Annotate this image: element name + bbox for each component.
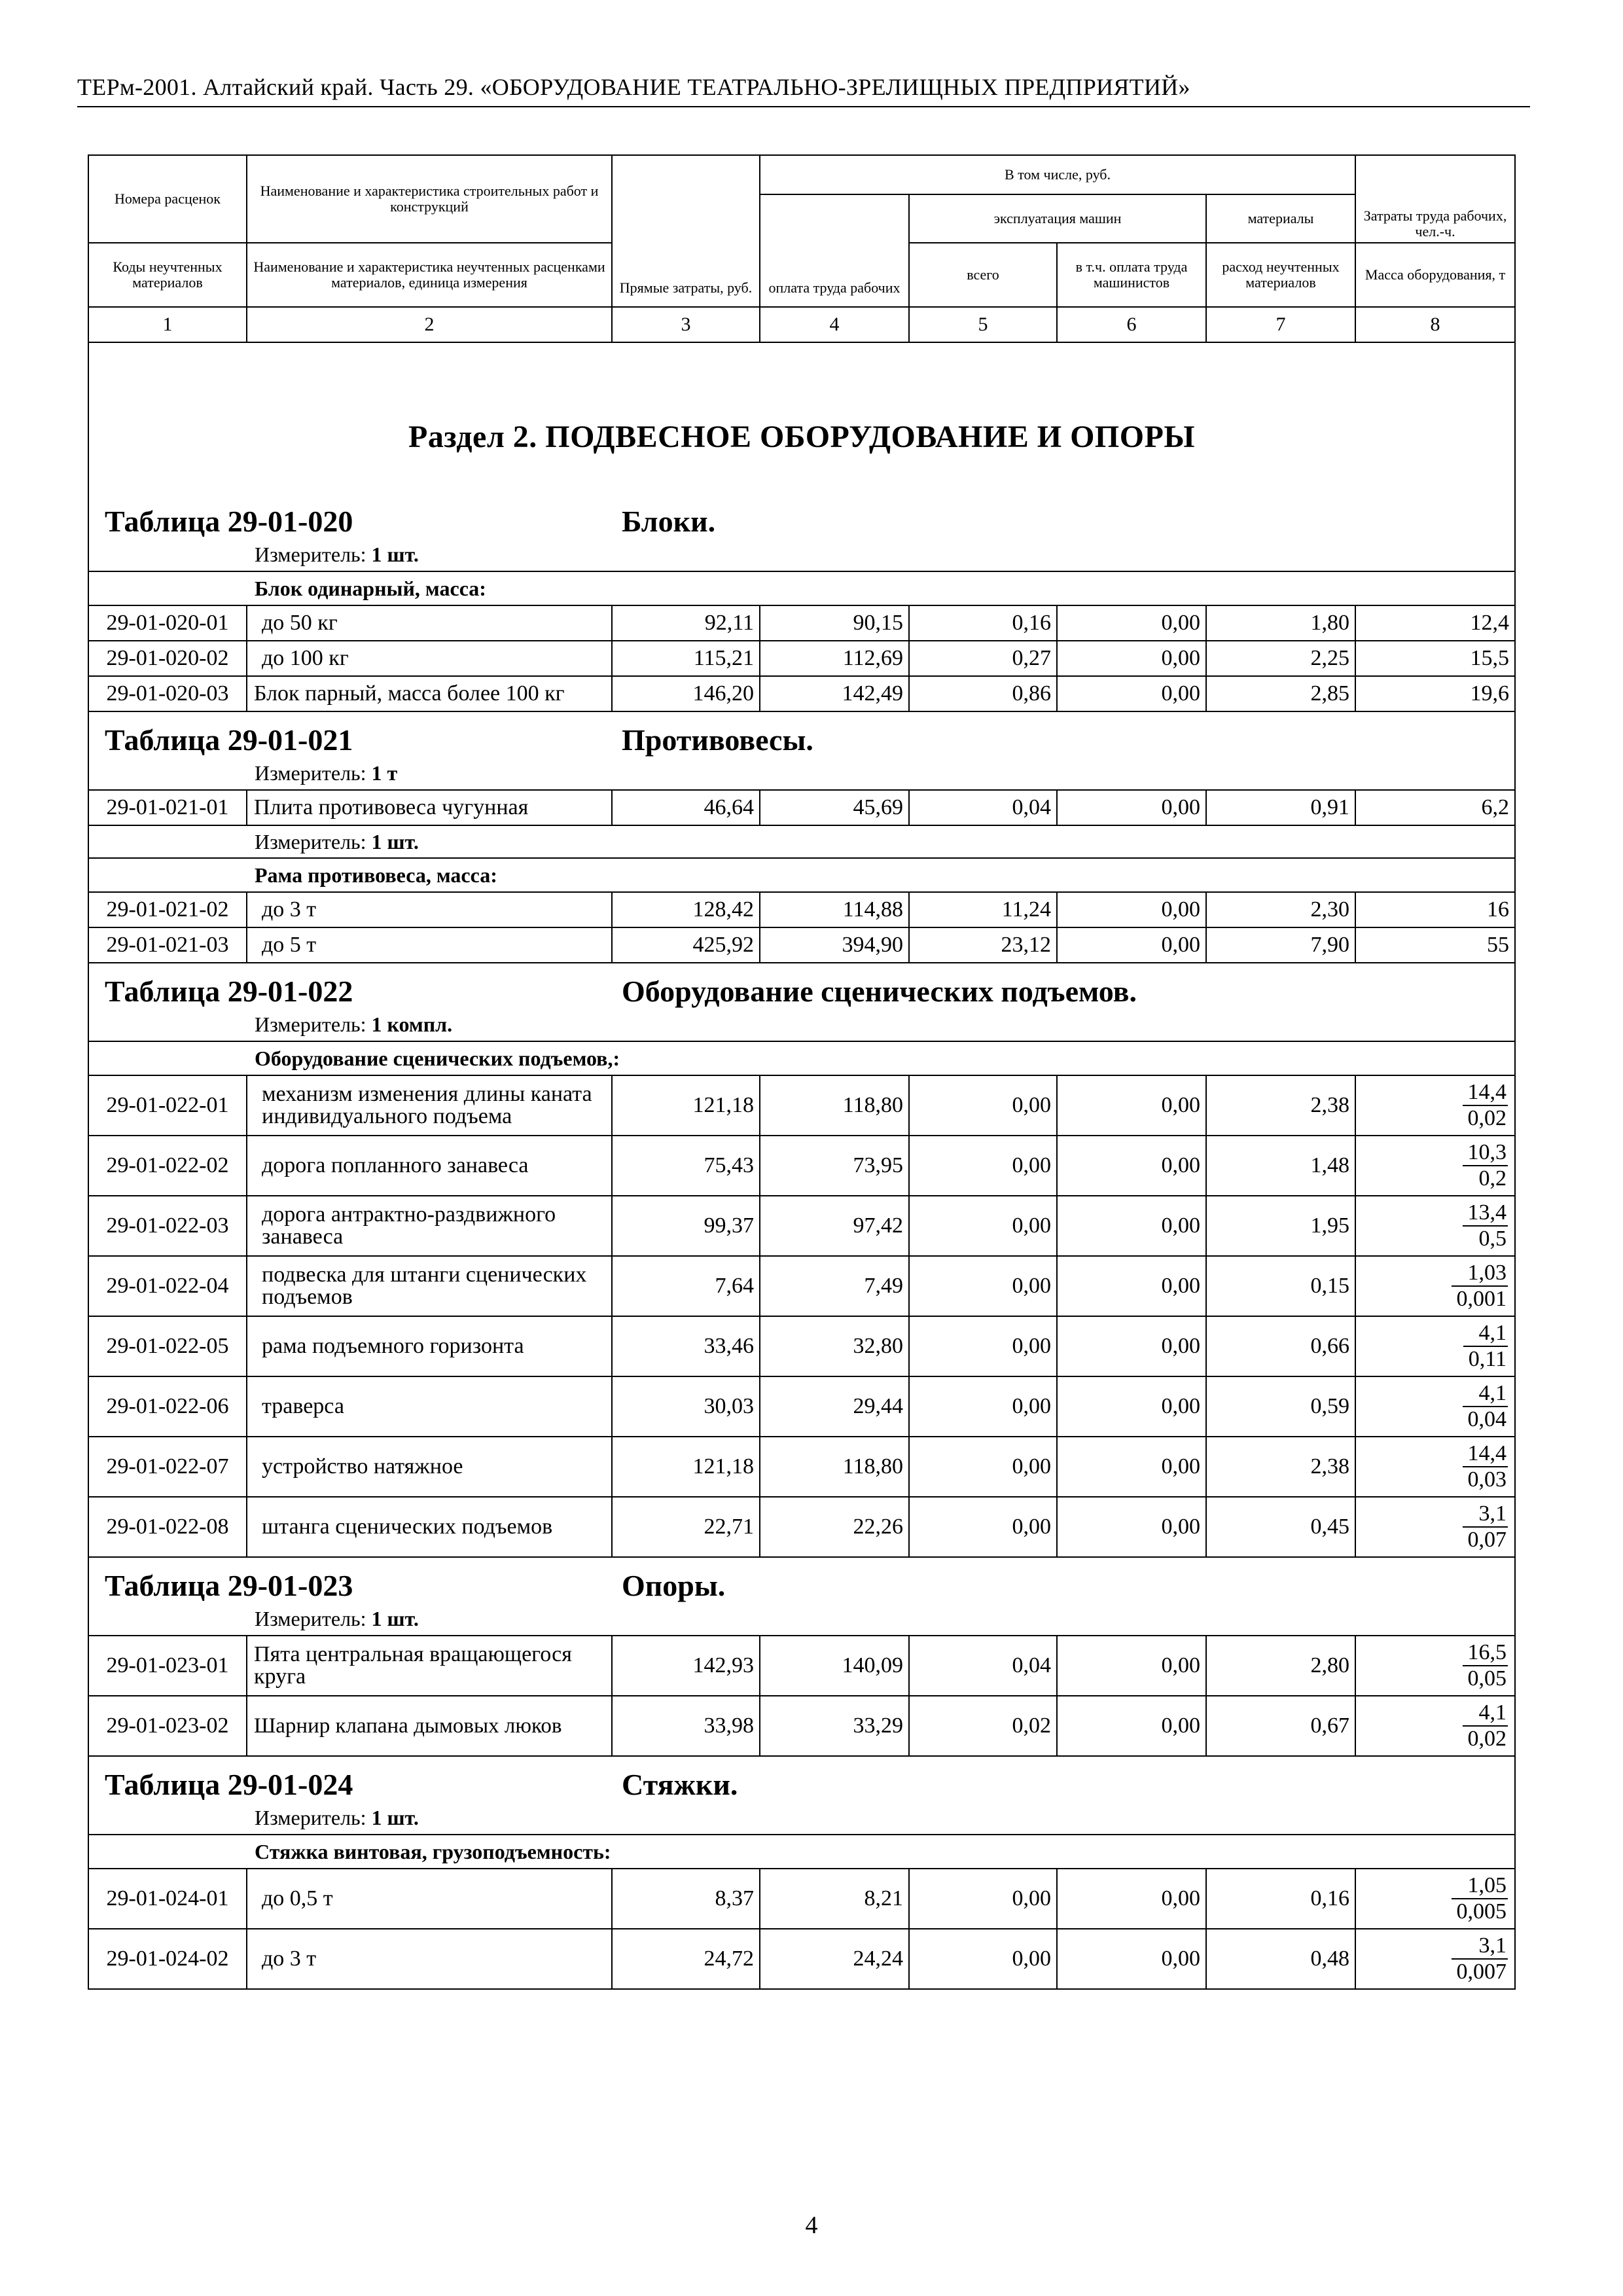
machinist-pay: 0,00 [1057, 1256, 1206, 1316]
direct-costs: 121,18 [612, 1437, 760, 1497]
direct-costs: 22,71 [612, 1497, 760, 1557]
col-header-labor-hours: Затраты труда рабочих, чел.-ч. [1363, 207, 1507, 240]
materials: 0,48 [1206, 1929, 1355, 1989]
table-row [88, 790, 1515, 825]
machines-total: 0,00 [909, 1929, 1057, 1989]
direct-costs: 75,43 [612, 1136, 760, 1196]
equipment-mass: 0,2 [1478, 1166, 1507, 1191]
col-header-machinist-pay: в т.ч. оплата труда машинистов [1057, 243, 1206, 307]
work-name: до 50 кг [247, 605, 612, 641]
col-number: 2 [247, 307, 612, 342]
labor-pay: 32,80 [760, 1316, 909, 1376]
labor-hours: 15,5 [1355, 641, 1515, 676]
direct-costs: 142,93 [612, 1636, 760, 1696]
table-title-row [88, 711, 1515, 757]
machines-total: 0,00 [909, 1869, 1057, 1929]
col-header-name-top: Наименование и характеристика строительных работ и конструкций [247, 155, 612, 243]
machines-total: 0,16 [909, 605, 1057, 641]
direct-costs: 121,18 [612, 1075, 760, 1136]
labor-pay: 394,90 [760, 927, 909, 963]
labor-hours: 14,4 [1463, 1081, 1508, 1106]
col-number: 7 [1206, 307, 1355, 342]
labor-pay: 73,95 [760, 1136, 909, 1196]
labor-hours: 4,1 [1463, 1322, 1508, 1347]
work-name: до 0,5 т [247, 1869, 612, 1929]
direct-costs: 7,64 [612, 1256, 760, 1316]
materials: 2,30 [1206, 892, 1355, 927]
labor-hours: 1,05 [1452, 1874, 1508, 1899]
materials: 1,80 [1206, 605, 1355, 641]
materials: 2,38 [1206, 1075, 1355, 1136]
work-name: Блок парный, масса более 100 кг [247, 676, 612, 711]
table-title [96, 1767, 1508, 1802]
col-header-direct-costs: Прямые затраты, руб. [612, 155, 760, 307]
labor-pay: 90,15 [760, 605, 909, 641]
table-name: Опоры. [622, 1569, 726, 1602]
group-title: Стяжка винтовая, грузоподъемность: [88, 1835, 1515, 1869]
table-row [88, 892, 1515, 927]
equipment-mass: 0,02 [1467, 1727, 1507, 1751]
table-title-row [88, 1756, 1515, 1802]
work-name: рама подъемного горизонта [247, 1316, 612, 1376]
group-title: Рама противовеса, масса: [88, 858, 1515, 892]
machinist-pay: 0,00 [1057, 1196, 1206, 1256]
labor-hours: 55 [1355, 927, 1515, 963]
table-row [88, 1929, 1515, 1989]
machines-total: 0,00 [909, 1437, 1057, 1497]
work-name: штанга сценических подъемов [247, 1497, 612, 1557]
materials: 2,85 [1206, 676, 1355, 711]
measure-label: Измеритель: [255, 1607, 366, 1630]
col-header-incl: В том числе, руб. [760, 155, 1355, 194]
table-row [88, 641, 1515, 676]
labor-hours-and-mass [1355, 1316, 1515, 1376]
labor-hours: 6,2 [1355, 790, 1515, 825]
equipment-mass: 0,007 [1456, 1960, 1507, 1984]
materials: 2,80 [1206, 1636, 1355, 1696]
direct-costs: 24,72 [612, 1929, 760, 1989]
table-title [96, 723, 1508, 757]
rate-code: 29-01-022-02 [88, 1136, 247, 1196]
work-name: Шарнир клапана дымовых люков [247, 1696, 612, 1756]
labor-pay: 112,69 [760, 641, 909, 676]
labor-pay: 97,42 [760, 1196, 909, 1256]
measure-row [88, 825, 1515, 858]
col-header-unaccounted-materials: расход неучтенных материалов [1206, 243, 1355, 307]
table-name: Оборудование сценических подъемов. [622, 975, 1137, 1008]
col-number: 6 [1057, 307, 1206, 342]
materials: 1,48 [1206, 1136, 1355, 1196]
col-header-materials: материалы [1206, 194, 1355, 243]
direct-costs: 425,92 [612, 927, 760, 963]
rate-code: 29-01-020-02 [88, 641, 247, 676]
col-number: 8 [1355, 307, 1515, 342]
machinist-pay: 0,00 [1057, 676, 1206, 711]
equipment-mass: 0,07 [1467, 1528, 1507, 1552]
table-name: Стяжки. [622, 1768, 738, 1801]
measure-row [88, 1603, 1515, 1636]
measure-label: Измеритель: [255, 829, 366, 853]
machines-total: 0,00 [909, 1376, 1057, 1437]
work-name: дорога антрактно-раздвижного занавеса [247, 1196, 612, 1256]
machines-total: 23,12 [909, 927, 1057, 963]
labor-pay: 45,69 [760, 790, 909, 825]
machines-total: 0,00 [909, 1256, 1057, 1316]
measure-row [88, 539, 1515, 571]
labor-hours-and-mass [1355, 1696, 1515, 1756]
labor-hours-and-mass [1355, 1437, 1515, 1497]
table-title-row [88, 1557, 1515, 1603]
running-header: ТЕРм-2001. Алтайский край. Часть 29. «ОБОРУДОВАНИЕ ТЕАТРАЛЬНО-ЗРЕЛИЩНЫХ ПРЕДПРИЯТИЙ» [77, 74, 1190, 100]
table-title-row [88, 473, 1515, 539]
col-number: 1 [88, 307, 247, 342]
direct-costs: 146,20 [612, 676, 760, 711]
labor-pay: 7,49 [760, 1256, 909, 1316]
col-header-machines: эксплуатация машин [909, 194, 1206, 243]
table-row [88, 1075, 1515, 1136]
group-title: Блок одинарный, масса: [88, 571, 1515, 605]
labor-pay: 118,80 [760, 1075, 909, 1136]
machines-total: 0,00 [909, 1497, 1057, 1557]
labor-hours: 13,4 [1463, 1202, 1508, 1227]
measure-row [88, 1802, 1515, 1835]
table-number: Таблица 29-01-021 [105, 723, 353, 757]
machines-total: 0,04 [909, 790, 1057, 825]
col-header-machines-total: всего [909, 243, 1057, 307]
labor-hours: 12,4 [1355, 605, 1515, 641]
table-title [96, 974, 1508, 1009]
work-name: механизм изменения длины каната индивидуального подъема [247, 1075, 612, 1136]
group-row [88, 571, 1515, 605]
group-row [88, 858, 1515, 892]
equipment-mass: 0,03 [1467, 1467, 1507, 1492]
machinist-pay: 0,00 [1057, 892, 1206, 927]
table-name: Блоки. [622, 505, 716, 538]
direct-costs: 128,42 [612, 892, 760, 927]
work-name: до 5 т [247, 927, 612, 963]
col-header-codes-bottom: Коды неучтенных материалов [88, 243, 247, 307]
rate-code: 29-01-022-07 [88, 1437, 247, 1497]
equipment-mass: 0,11 [1468, 1347, 1507, 1371]
labor-hours-and-mass [1355, 1636, 1515, 1696]
col-number: 5 [909, 307, 1057, 342]
labor-pay: 142,49 [760, 676, 909, 711]
machinist-pay: 0,00 [1057, 1437, 1206, 1497]
machinist-pay: 0,00 [1057, 1869, 1206, 1929]
equipment-mass: 0,04 [1467, 1407, 1507, 1431]
equipment-mass: 0,5 [1478, 1227, 1507, 1251]
group-title: Оборудование сценических подъемов,: [88, 1041, 1515, 1075]
direct-costs: 8,37 [612, 1869, 760, 1929]
work-name: подвеска для штанги сценических подъемов [247, 1256, 612, 1316]
measure-value: 1 шт. [371, 1607, 419, 1630]
col-number: 4 [760, 307, 909, 342]
labor-hours-and-mass [1355, 1136, 1515, 1196]
measure-value: 1 компл. [371, 1013, 453, 1036]
table-row [88, 605, 1515, 641]
machinist-pay: 0,00 [1057, 1929, 1206, 1989]
materials: 0,66 [1206, 1316, 1355, 1376]
measure-value: 1 шт. [371, 543, 419, 566]
machinist-pay: 0,00 [1057, 790, 1206, 825]
machines-total: 0,00 [909, 1316, 1057, 1376]
table-row [88, 1437, 1515, 1497]
measure-value: 1 шт. [371, 1806, 419, 1829]
measure-label: Измеритель: [255, 1806, 366, 1829]
measure-row [88, 1009, 1515, 1041]
direct-costs: 99,37 [612, 1196, 760, 1256]
rate-code: 29-01-021-03 [88, 927, 247, 963]
measure-label: Измеритель: [255, 1013, 366, 1036]
direct-costs: 33,46 [612, 1316, 760, 1376]
table-row [88, 1376, 1515, 1437]
equipment-mass: 0,005 [1456, 1899, 1507, 1924]
table-row [88, 1256, 1515, 1316]
section-title: Раздел 2. ПОДВЕСНОЕ ОБОРУДОВАНИЕ И ОПОРЫ [88, 342, 1515, 473]
table-row [88, 1869, 1515, 1929]
materials: 1,95 [1206, 1196, 1355, 1256]
page-number: 4 [805, 2212, 818, 2239]
materials: 0,15 [1206, 1256, 1355, 1316]
materials: 2,38 [1206, 1437, 1355, 1497]
machines-total: 0,02 [909, 1696, 1057, 1756]
labor-hours: 16,5 [1463, 1641, 1508, 1666]
group-row [88, 1835, 1515, 1869]
rate-code: 29-01-020-03 [88, 676, 247, 711]
rate-code: 29-01-022-08 [88, 1497, 247, 1557]
labor-hours: 16 [1355, 892, 1515, 927]
machines-total: 0,00 [909, 1136, 1057, 1196]
rate-code: 29-01-022-04 [88, 1256, 247, 1316]
machinist-pay: 0,00 [1057, 927, 1206, 963]
rate-code: 29-01-024-02 [88, 1929, 247, 1989]
direct-costs: 92,11 [612, 605, 760, 641]
rate-code: 29-01-021-02 [88, 892, 247, 927]
equipment-mass: 0,05 [1467, 1666, 1507, 1691]
norms-table [88, 154, 1516, 1990]
table-row [88, 676, 1515, 711]
labor-hours-and-mass [1355, 1376, 1515, 1437]
labor-hours-and-mass [1355, 1929, 1515, 1989]
measure-value: 1 т [371, 761, 398, 785]
work-name: дорога попланного занавеса [247, 1136, 612, 1196]
group-row [88, 1041, 1515, 1075]
labor-hours: 19,6 [1355, 676, 1515, 711]
table-number: Таблица 29-01-023 [105, 1569, 353, 1602]
section-title-row [88, 342, 1515, 473]
table-row [88, 1136, 1515, 1196]
column-header-row-1 [88, 155, 1515, 194]
table-row [88, 1196, 1515, 1256]
machinist-pay: 0,00 [1057, 641, 1206, 676]
machines-total: 0,00 [909, 1196, 1057, 1256]
labor-hours: 1,03 [1452, 1262, 1508, 1287]
materials: 0,67 [1206, 1696, 1355, 1756]
labor-hours-and-mass [1355, 1196, 1515, 1256]
work-name: до 3 т [247, 892, 612, 927]
equipment-mass: 0,001 [1456, 1287, 1507, 1311]
machinist-pay: 0,00 [1057, 1316, 1206, 1376]
direct-costs: 46,64 [612, 790, 760, 825]
labor-hours: 3,1 [1452, 1935, 1508, 1960]
table-row [88, 1316, 1515, 1376]
work-name: траверса [247, 1376, 612, 1437]
table-name: Противовесы. [622, 723, 813, 757]
labor-hours: 4,1 [1463, 1382, 1508, 1407]
work-name: Пята центральная вращающегося круга [247, 1636, 612, 1696]
labor-hours: 4,1 [1463, 1702, 1508, 1727]
rate-code: 29-01-024-01 [88, 1869, 247, 1929]
work-name: Плита противовеса чугунная [247, 790, 612, 825]
materials: 0,59 [1206, 1376, 1355, 1437]
machinist-pay: 0,00 [1057, 605, 1206, 641]
table-number: Таблица 29-01-020 [105, 505, 353, 538]
measure-row [88, 757, 1515, 790]
labor-pay: 8,21 [760, 1869, 909, 1929]
machinist-pay: 0,00 [1057, 1136, 1206, 1196]
header-rule [77, 106, 1530, 107]
labor-pay: 118,80 [760, 1437, 909, 1497]
col-header-equipment-mass: Затраты труда рабочих, чел.-ч. Масса оборудования, т [1355, 243, 1515, 307]
labor-hours: 14,4 [1463, 1443, 1508, 1467]
labor-pay: 24,24 [760, 1929, 909, 1989]
labor-pay: 140,09 [760, 1636, 909, 1696]
table-row [88, 1497, 1515, 1557]
labor-hours-and-mass [1355, 1497, 1515, 1557]
machines-total: 0,00 [909, 1075, 1057, 1136]
column-number-row [88, 307, 1515, 342]
labor-hours-and-mass [1355, 1869, 1515, 1929]
table-title [96, 1568, 1508, 1603]
machines-total: 0,86 [909, 676, 1057, 711]
col-number: 3 [612, 307, 760, 342]
work-name: до 3 т [247, 1929, 612, 1989]
labor-pay: 33,29 [760, 1696, 909, 1756]
rate-code: 29-01-022-03 [88, 1196, 247, 1256]
machinist-pay: 0,00 [1057, 1075, 1206, 1136]
direct-costs: 30,03 [612, 1376, 760, 1437]
labor-pay: 114,88 [760, 892, 909, 927]
machines-total: 11,24 [909, 892, 1057, 927]
machines-total: 0,04 [909, 1636, 1057, 1696]
machinist-pay: 0,00 [1057, 1497, 1206, 1557]
materials: 2,25 [1206, 641, 1355, 676]
machinist-pay: 0,00 [1057, 1696, 1206, 1756]
materials: 0,91 [1206, 790, 1355, 825]
col-header-labor-pay: оплата труда рабочих [760, 194, 909, 307]
materials: 0,45 [1206, 1497, 1355, 1557]
table-row [88, 1696, 1515, 1756]
rate-code: 29-01-022-01 [88, 1075, 247, 1136]
machinist-pay: 0,00 [1057, 1636, 1206, 1696]
direct-costs: 115,21 [612, 641, 760, 676]
table-number: Таблица 29-01-024 [105, 1768, 353, 1801]
table-row [88, 1636, 1515, 1696]
table-number: Таблица 29-01-022 [105, 975, 353, 1008]
rate-code: 29-01-020-01 [88, 605, 247, 641]
measure-label: Измеритель: [255, 761, 366, 785]
measure-value: 1 шт. [371, 829, 419, 853]
machinist-pay: 0,00 [1057, 1376, 1206, 1437]
labor-pay: 22,26 [760, 1497, 909, 1557]
labor-hours-and-mass [1355, 1075, 1515, 1136]
table-title [96, 504, 1508, 539]
rate-code: 29-01-022-06 [88, 1376, 247, 1437]
col-header-name-bottom: Наименование и характеристика неучтенных расценками материалов, единица измерения [247, 243, 612, 307]
labor-hours-and-mass [1355, 1256, 1515, 1316]
work-name: до 100 кг [247, 641, 612, 676]
measure-label: Измеритель: [255, 543, 366, 566]
rate-code: 29-01-023-02 [88, 1696, 247, 1756]
equipment-mass: 0,02 [1467, 1106, 1507, 1130]
labor-hours: 3,1 [1463, 1503, 1508, 1528]
labor-hours: 10,3 [1463, 1141, 1508, 1166]
labor-pay: 29,44 [760, 1376, 909, 1437]
machines-total: 0,27 [909, 641, 1057, 676]
rate-code: 29-01-021-01 [88, 790, 247, 825]
col-header-codes-top: Номера расценок [88, 155, 247, 243]
rate-code: 29-01-022-05 [88, 1316, 247, 1376]
work-name: устройство натяжное [247, 1437, 612, 1497]
materials: 0,16 [1206, 1869, 1355, 1929]
norms-table-frame [88, 154, 1514, 2109]
materials: 7,90 [1206, 927, 1355, 963]
direct-costs: 33,98 [612, 1696, 760, 1756]
rate-code: 29-01-023-01 [88, 1636, 247, 1696]
table-row [88, 927, 1515, 963]
table-title-row [88, 963, 1515, 1009]
